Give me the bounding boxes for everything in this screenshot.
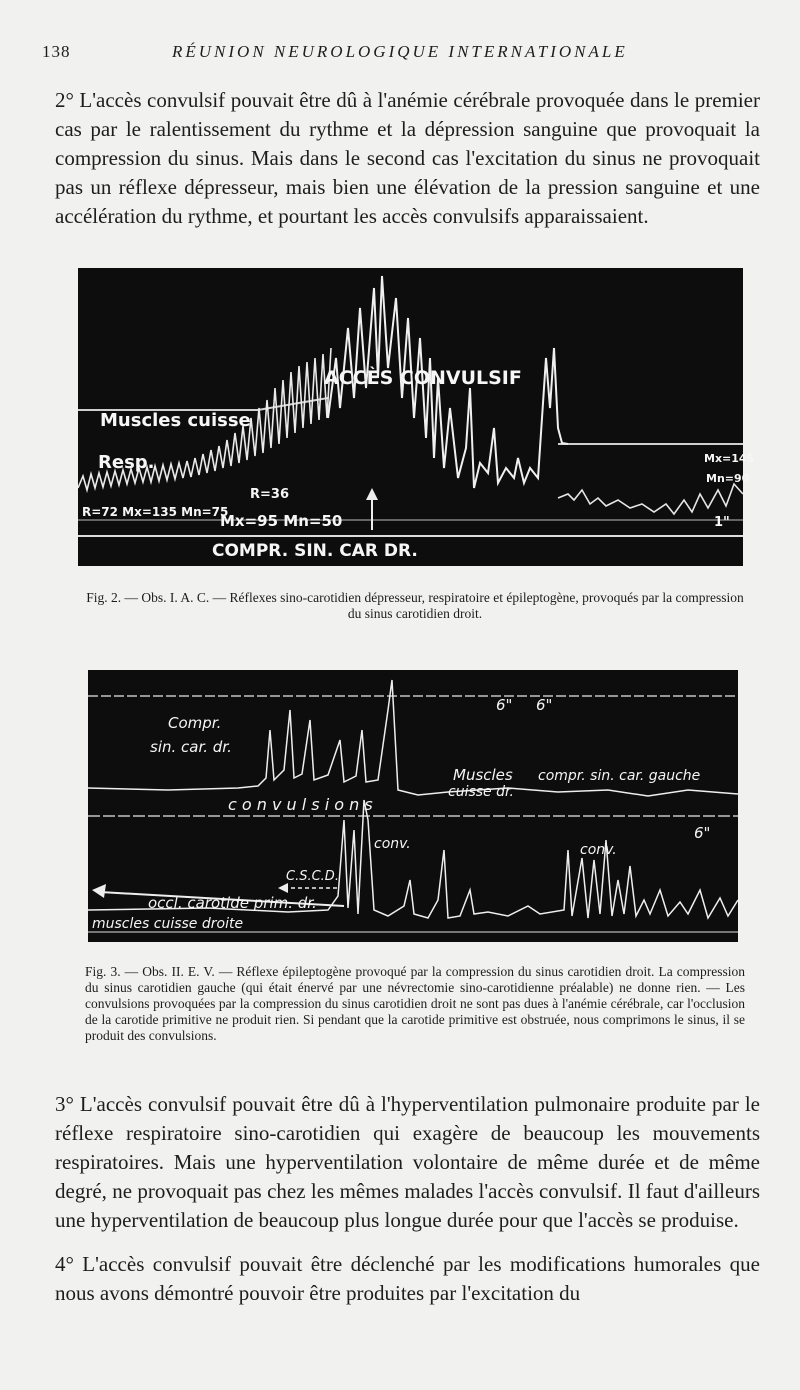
running-title: RÉUNION NEUROLOGIQUE INTERNATIONALE <box>172 42 628 61</box>
label-six-a: 6" <box>496 696 513 714</box>
page-header <box>42 42 760 66</box>
paragraph-3: 3° L'accès convulsif pouvait être dû à l'hyperventilation pulmonaire produite par le réflexe respiratoire sino-carotidien qui exagère de beaucoup les mouvements respiratoires. Mais une hyperventilation volontaire de même durée et de même degré, ne provoquait pas chez les mêmes malades l'accès convulsif. Il faut d'ailleurs une hyperventilation de beaucoup plus longue durée pour que l'accès se produise. <box>55 1092 760 1232</box>
label-one-second: 1" <box>714 515 730 530</box>
label-mx145: Mx=145 <box>704 452 755 465</box>
label-occl-carotide: occl. carotide prim. dr. <box>148 894 317 912</box>
label-compr-sin-car: COMPR. SIN. CAR DR. <box>212 541 418 561</box>
label-six-b: 6" <box>536 696 553 714</box>
label-sin-car-dr: sin. car. dr. <box>150 738 232 756</box>
figure-3-svg <box>88 670 738 942</box>
label-muscles: Muscles <box>453 766 513 784</box>
label-compr-gauche: compr. sin. car. gauche <box>538 768 701 784</box>
label-mn90: Mn=90 <box>706 472 750 485</box>
label-left-values: R=72 Mx=135 Mn=75 <box>82 505 229 519</box>
label-conv-a: conv. <box>374 836 411 852</box>
label-muscles-cuisse-droite: muscles cuisse droite <box>92 916 244 932</box>
label-mx95: Mx=95 Mn=50 <box>220 512 343 530</box>
label-cuisse-dr: cuisse dr. <box>448 784 514 800</box>
figure-2-tracing <box>78 268 755 566</box>
paragraph-2: 2° L'accès convulsif pouvait être dû à l'anémie cérébrale provoquée dans le premier cas par le ralentissement du rythme et la dépression sanguine que provoquait la compression du sinus. Mais dans le second cas l'excitation du sinus ne provoquait pas un réflexe dépresseur, mais bien une élévation de la pression sanguine et une accélération du rythme, et pourtant les accès convulsifs apparaissaient. <box>55 88 760 228</box>
label-r36: R=36 <box>250 487 289 502</box>
figure-3-tracing <box>88 670 738 942</box>
figure-2-caption: Fig. 2. — Obs. I. A. C. — Réflexes sino-carotidien dépresseur, respiratoire et épileptogène, provoqués par la compression du sinus carotidien droit. <box>86 590 744 621</box>
page-number: 138 <box>42 42 71 61</box>
label-muscles-cuisse: Muscles cuisse <box>100 410 251 431</box>
paragraph-4: 4° L'accès convulsif pouvait être déclenché par les modifications humorales que nous avons démontré pouvoir être produites par l'excitation du <box>55 1252 760 1305</box>
label-acces-convulsif: ACCÈS CONVULSIF <box>324 367 522 389</box>
label-resp: Resp. <box>98 452 155 473</box>
figure-3-caption: Fig. 3. — Obs. II. E. V. — Réflexe épileptogène provoqué par la compression du sinus carotidien droit. La compression du sinus carotidien gauche (qui était énervé par une névrectomie sino-carotidienne préalable) ne donne rien. — Les convulsions provoquées par la compression du sinus carotidien droit ne sont pas dues à l'anémie cérébrale, car l'occlusion de la carotide primitive ne produit rien. Si pendant que la carotide primitive est obstruée, nous comprimons le sinus, il se produit des convulsions. <box>85 964 745 1043</box>
figure-2-svg <box>78 268 755 566</box>
label-six-c: 6" <box>694 824 711 842</box>
label-cscd: C.S.C.D. <box>286 869 339 884</box>
label-conv-b: conv. <box>580 842 617 858</box>
label-compr: Compr. <box>168 714 222 732</box>
label-convulsions: c o n v u l s i o n s <box>228 795 373 814</box>
